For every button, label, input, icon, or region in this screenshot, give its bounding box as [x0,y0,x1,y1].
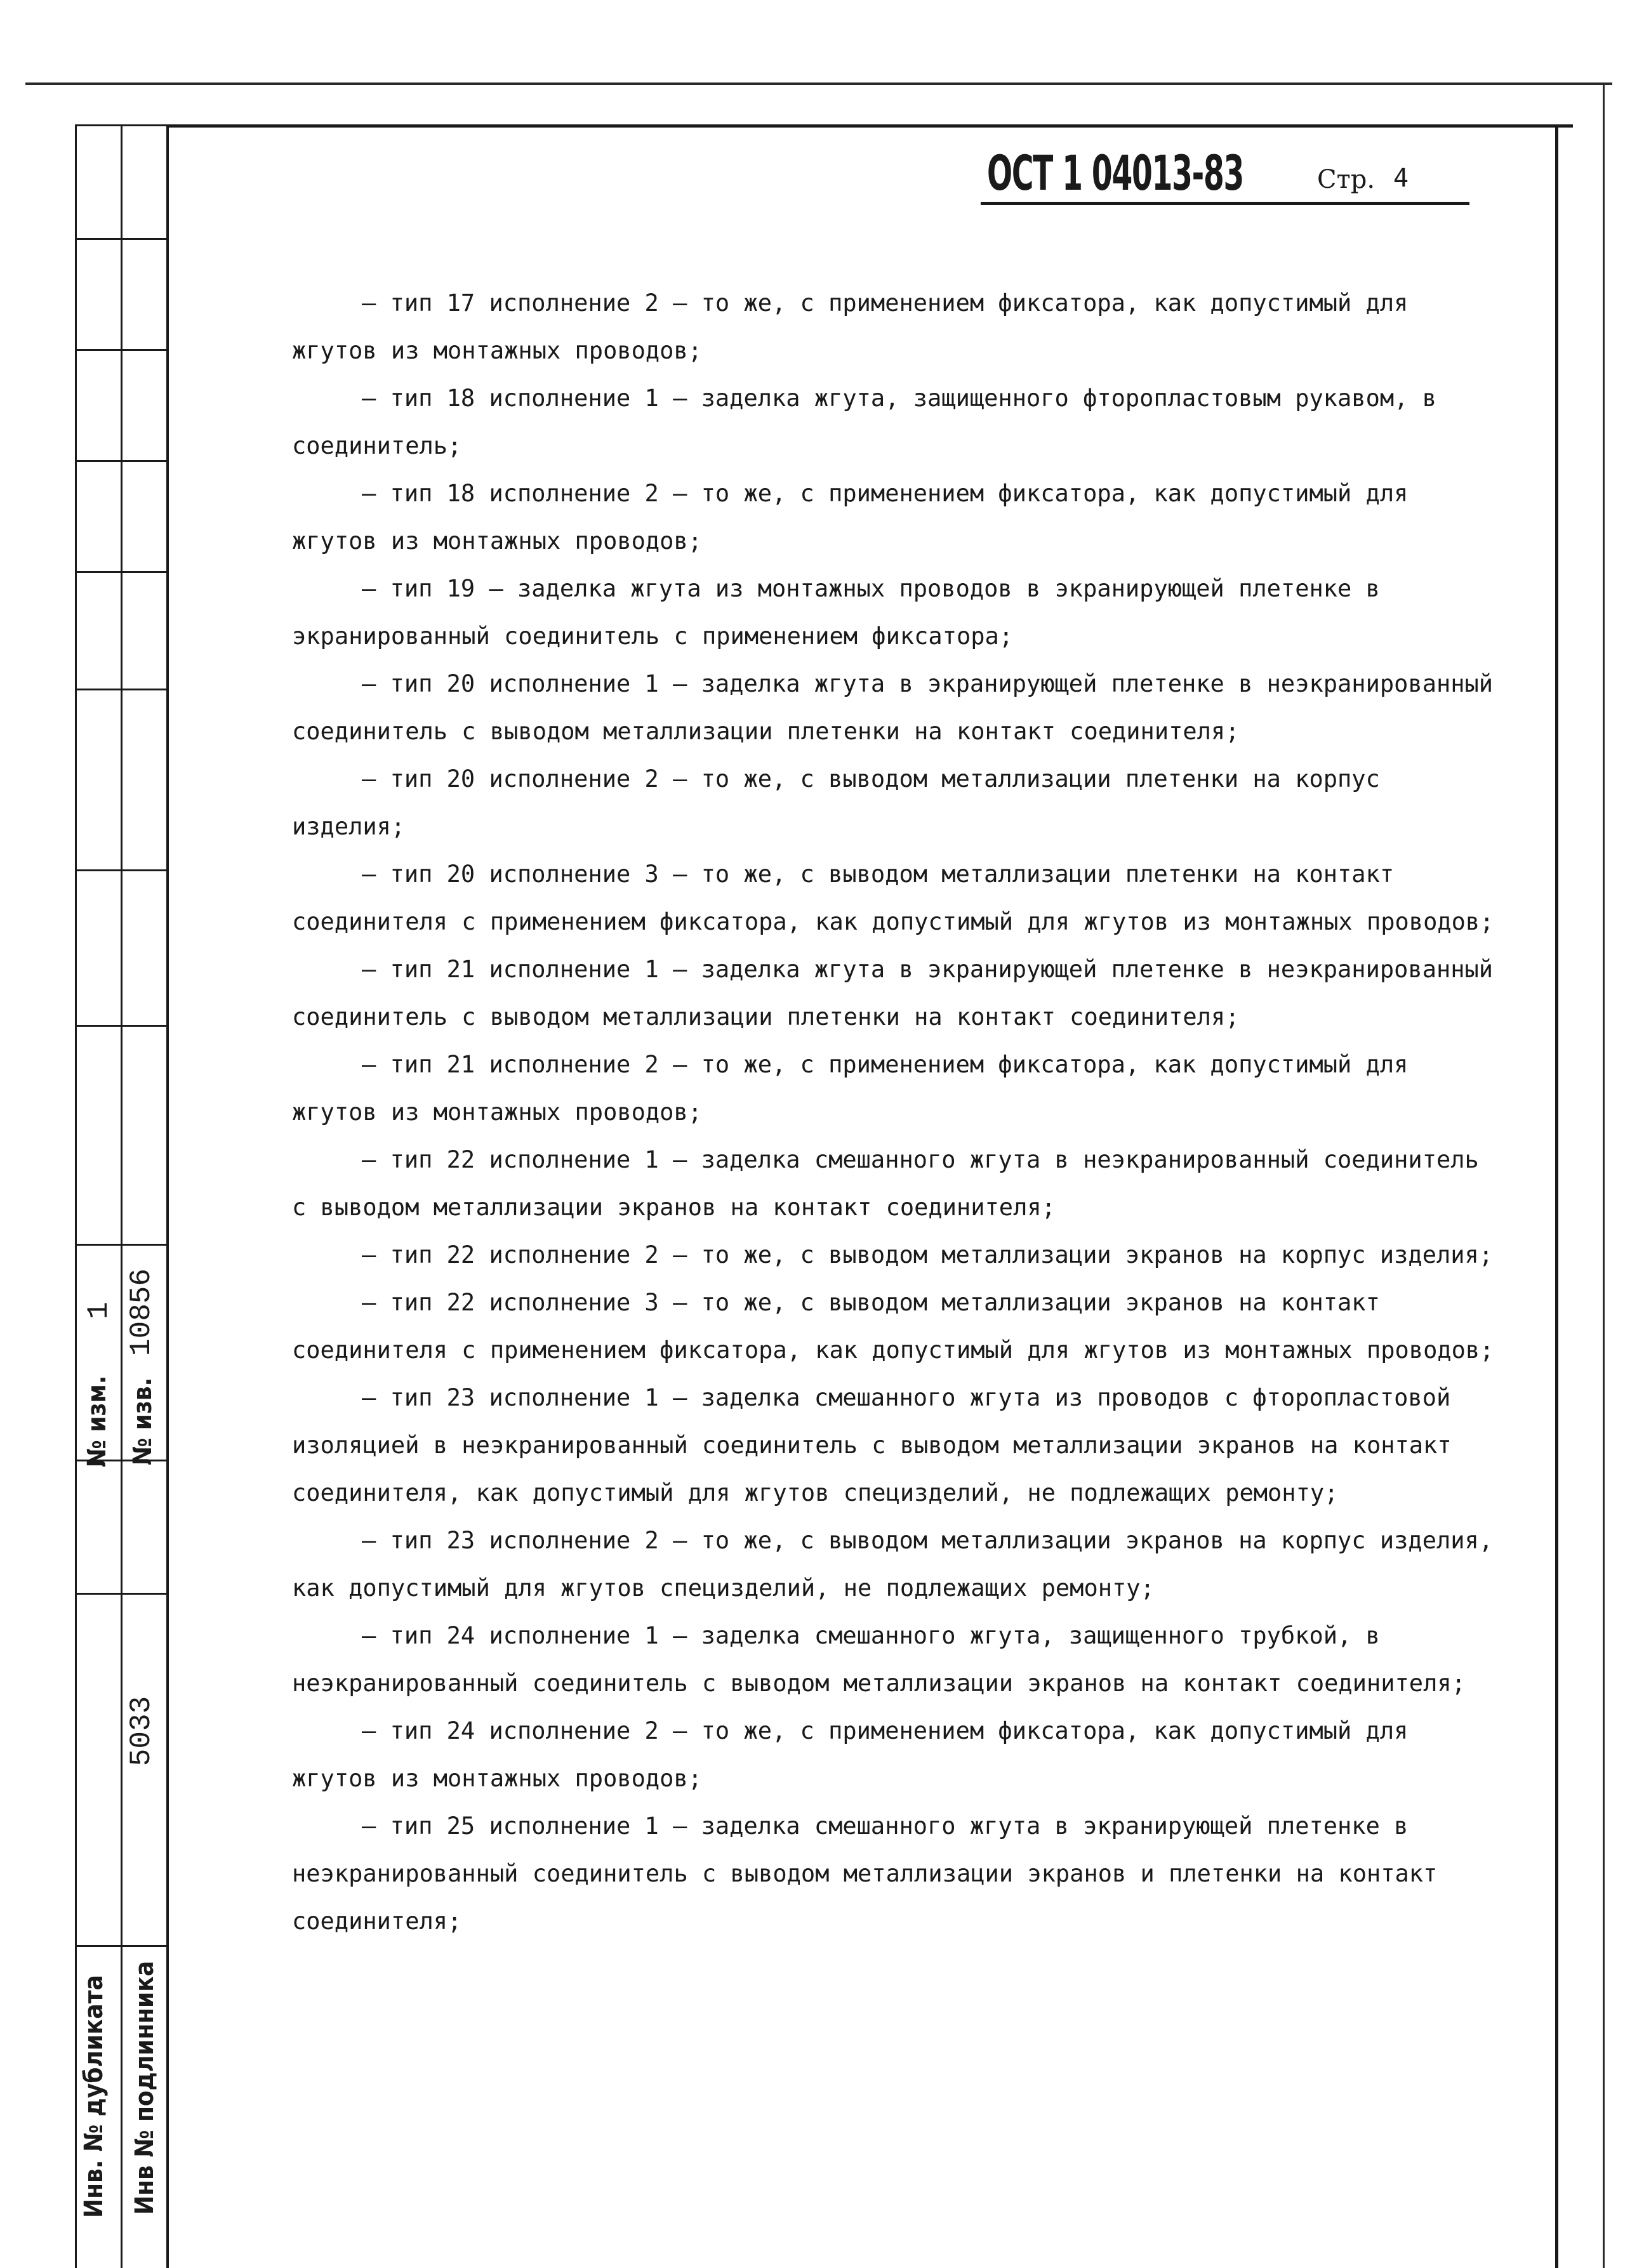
list-item: – тип 23 исполнение 1 – заделка смешанного жгута из проводов с фторопластовой изоляцией в неэкранированный соединитель с выводом металлизации экранов на контакт соединителя, как допустимый для жгутов специзделий, не подлежащих ремонту; [292,1384,1452,1507]
notice-number-value: 10856 [125,1268,158,1357]
stamp-row-line [75,869,168,871]
stamp-row-line [75,1593,168,1595]
header-underline [981,202,1469,205]
list-item: – тип 19 – заделка жгута из монтажных проводов в экранирующей плетенке в экранированный соединитель с применением фиксатора; [292,575,1380,650]
frame-right-border [1555,124,1558,2268]
list-item: – тип 18 исполнение 1 – заделка жгута, защищенного фторопластовым рукавом, в соединитель; [292,385,1436,459]
document-body [292,279,1498,1945]
list-item: – тип 20 исполнение 3 – то же, с выводом металлизации плетенки на контакт соединителя с применением фиксатора, как допустимый для жгутов из монтажных проводов; [292,860,1494,935]
list-item: – тип 24 исполнение 2 – то же, с применением фиксатора, как допустимый для жгутов из монтажных проводов; [292,1717,1409,1792]
stamp-row-line [75,349,168,351]
stamp-row-line [75,689,168,690]
change-number-label: № изм. [83,1375,112,1468]
stamp-row-line [75,571,168,573]
page-number: 4 [1393,164,1409,193]
list-item: – тип 18 исполнение 2 – то же, с применением фиксатора, как допустимый для жгутов из монтажных проводов; [292,480,1409,555]
outer-right-border [1603,82,1605,2268]
list-item: – тип 21 исполнение 2 – то же, с применением фиксатора, как допустимый для жгутов из монтажных проводов; [292,1051,1409,1126]
stamp-row-line [75,124,168,126]
list-item: – тип 20 исполнение 2 – то же, с выводом металлизации плетенки на корпус изделия; [292,765,1380,840]
top-rule [25,82,1612,85]
stamp-row-line [75,238,168,240]
document-code: ОСТ 1 04013-83 [987,145,1244,201]
list-item: – тип 20 исполнение 1 – заделка жгута в экранирующей плетенке в неэкранированный соединитель с выводом металлизации плетенки на контакт соединителя; [292,670,1494,745]
original-inventory-label: Инв № подлинника [130,1961,159,2215]
duplicate-inventory-label: Инв. № дубликата [79,1975,109,2218]
list-item: – тип 25 исполнение 1 – заделка смешанного жгута в экранирующей плетенке в неэкранированный соединитель с выводом металлизации экранов и плетенки на контакт соединителя; [292,1812,1438,1935]
stamp-row-line [75,460,168,462]
notice-number-label: № изв. [128,1377,157,1466]
list-item: – тип 21 исполнение 1 – заделка жгута в экранирующей плетенке в неэкранированный соединитель с выводом металлизации плетенки на контакт соединителя; [292,956,1494,1031]
list-item: – тип 24 исполнение 1 – заделка смешанного жгута, защищенного трубкой, в неэкранированный соединитель с выводом металлизации экранов на контакт соединителя; [292,1622,1466,1697]
stamp-row-line [75,1945,168,1947]
list-item: – тип 22 исполнение 3 – то же, с выводом металлизации экранов на контакт соединителя с применением фиксатора, как допустимый для жгутов из монтажных проводов; [292,1289,1494,1364]
frame-top-border [166,124,1573,128]
original-inventory-value: 5033 [125,1696,158,1767]
list-item: – тип 22 исполнение 2 – то же, с выводом металлизации экранов на корпус изделия; [362,1241,1494,1269]
list-item: – тип 17 исполнение 2 – то же, с применением фиксатора, как допустимый для жгутов из монтажных проводов; [292,289,1409,364]
change-number-value: 1 [83,1302,116,1319]
page-label: Стр. [1317,165,1376,194]
stamp-row-line [75,1025,168,1027]
list-item: – тип 22 исполнение 1 – заделка смешанного жгута в неэкранированный соединитель с выводом металлизации экранов на контакт соединителя; [292,1146,1479,1221]
list-item: – тип 23 исполнение 2 – то же, с выводом металлизации экранов на корпус изделия, как допустимый для жгутов специзделий, не подлежащих ремонту; [292,1527,1494,1602]
